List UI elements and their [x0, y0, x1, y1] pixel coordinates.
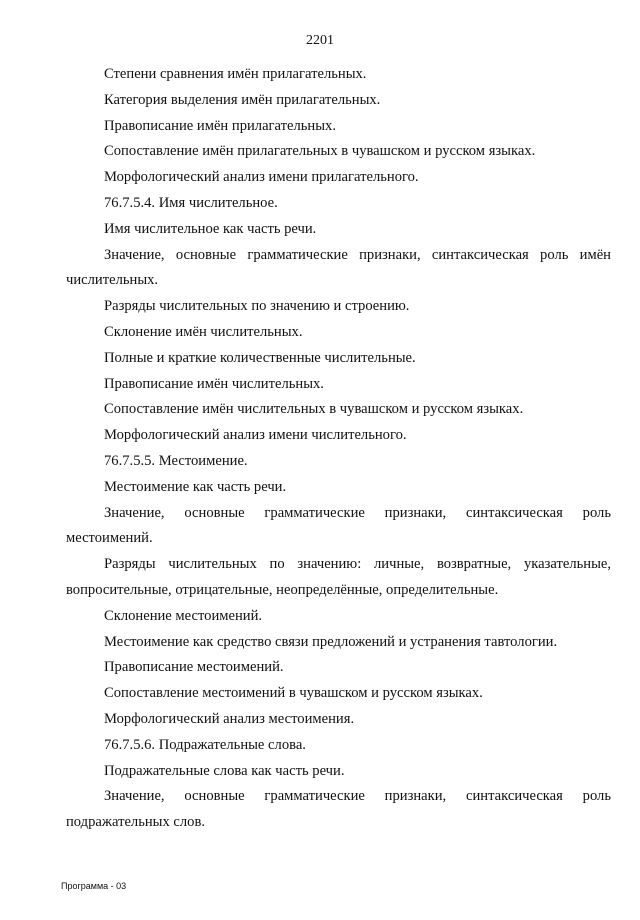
- page-footer: Программа - 03: [61, 881, 127, 891]
- paragraph: Значение, основные грамматические признаки, синтаксическая роль подражательных слов.: [66, 788, 611, 831]
- section-heading: 76.7.5.5. Местоимение.: [104, 452, 248, 469]
- paragraph: Правописание имён прилагательных.: [104, 117, 336, 134]
- paragraph: Сопоставление имён числительных в чувашском и русском языках.: [104, 401, 524, 418]
- paragraph: Подражательные слова как часть речи.: [104, 762, 345, 779]
- paragraph: Разряды числительных по значению: личные, возвратные, указательные, вопросительные, отрицательные, неопределённые, определительные.: [66, 556, 611, 598]
- paragraph: Степени сравнения имён прилагательных.: [104, 66, 367, 82]
- paragraph: Склонение местоимений.: [104, 607, 263, 624]
- paragraph: Морфологический анализ имени числительного.: [104, 427, 407, 444]
- paragraph: Местоимение как средство связи предложений и устранения тавтологии.: [104, 633, 558, 650]
- paragraph: Значение, основные грамматические признаки, синтаксическая роль имён числительных.: [66, 246, 611, 289]
- paragraph: Разряды числительных по значению и строению.: [104, 298, 410, 315]
- paragraph: Имя числительное как часть речи.: [104, 220, 317, 237]
- section-heading: 76.7.5.4. Имя числительное.: [104, 194, 278, 211]
- paragraph: Сопоставление имён прилагательных в чувашском и русском языках.: [104, 143, 536, 160]
- paragraph: Морфологический анализ имени прилагательного.: [104, 169, 419, 186]
- section-heading: 76.7.5.6. Подражательные слова.: [104, 736, 306, 753]
- document-body: [66, 62, 611, 836]
- paragraph: Полные и краткие количественные числительные.: [104, 349, 416, 366]
- paragraph: Правописание местоимений.: [104, 659, 284, 676]
- paragraph: Склонение имён числительных.: [104, 323, 303, 340]
- paragraph: Значение, основные грамматические признаки, синтаксическая роль местоимений.: [66, 504, 611, 547]
- paragraph: Правописание имён числительных.: [104, 375, 324, 392]
- page-number: 2201: [306, 33, 334, 48]
- paragraph: Местоимение как часть речи.: [104, 478, 287, 495]
- paragraph: Сопоставление местоимений в чувашском и русском языках.: [104, 685, 483, 702]
- paragraph: Категория выделения имён прилагательных.: [104, 91, 381, 108]
- paragraph: Морфологический анализ местоимения.: [104, 710, 355, 727]
